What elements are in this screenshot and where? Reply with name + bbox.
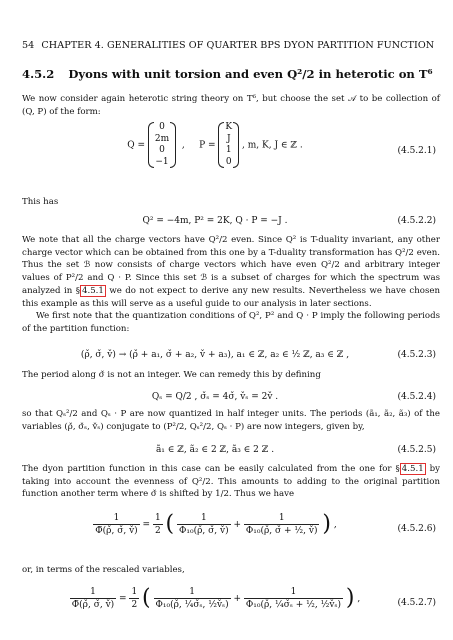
- q-entry: 2m: [154, 133, 170, 144]
- paragraph-quantization: [22, 310, 440, 335]
- equation-4-5-2-1: Q = 0 2m 0 −1 , P = K J 1 0 , m, K, J ∈ ℤ . (4.5.2.1): [127, 122, 436, 167]
- page-number: 54: [22, 40, 35, 51]
- section-title: Dyons with unit torsion and even Q²/2 in heterotic on T⁶: [68, 67, 433, 81]
- section-number: 4.5.2: [22, 67, 55, 81]
- p-entry: 1: [225, 145, 232, 155]
- equation-body: (ρ̌, σ̌, v̌) → (ρ̌ + a₁, σ̌ + a₂, v̌ + a₃), a₁ ∈ ℤ, a₂ ∈ ½ ℤ, a₃ ∈ ℤ ,: [80, 350, 350, 360]
- equation-number: (4.5.2.2): [397, 216, 436, 226]
- equation-number: (4.5.2.3): [397, 350, 436, 360]
- section-link[interactable]: 4.5.1: [401, 464, 424, 474]
- p-label: P =: [199, 140, 216, 151]
- equation-body: Q² = −4m, P² = 2K, Q · P = −J .: [142, 216, 288, 226]
- p-entry: J: [226, 133, 231, 144]
- this-has-text: This has: [22, 197, 59, 207]
- section-heading: [22, 67, 433, 81]
- text-run: We first note that the quantization conditions of Q², P² and Q · P imply the following periods of the partition function:: [22, 311, 440, 334]
- equation-number: (4.5.2.5): [397, 445, 436, 455]
- paragraph-partition: [22, 463, 440, 501]
- equation-body: Qₛ = Q/2 , σ̌ₛ = 4σ̌, v̌ₛ = 2v̌ .: [151, 392, 279, 402]
- half-fraction: $\frac{1}{2}$: [154, 513, 161, 536]
- chapter-title: CHAPTER 4. GENERALITIES OF QUARTER BPS DYON PARTITION FUNCTION: [41, 40, 435, 51]
- q-column-vector: [148, 122, 176, 168]
- half-fraction: $\frac{1}{2}$: [131, 587, 138, 610]
- term-1: $\frac{1}{\text{Φ₁₀(ρ̌, ¼σ̌ₛ, ½v̌ₛ)}}$: [155, 587, 229, 610]
- text-run: The dyon partition function in this case can be easily calculated from the one for §: [22, 464, 400, 474]
- section-link[interactable]: 4.5.1: [82, 285, 104, 296]
- running-header: [22, 40, 442, 51]
- equation-number: (4.5.2.4): [397, 392, 436, 402]
- paragraph-evenness: [22, 234, 440, 310]
- text-run: we do not expect to derive any new results. Nevertheless we have chosen this example as this will serve as a useful guide to our analysis in later sections.: [22, 285, 440, 309]
- paragraph-rescaled-variables: or, in terms of the rescaled variables,: [22, 565, 185, 575]
- p-column-vector: [218, 122, 239, 168]
- p-entry: 0: [225, 156, 232, 167]
- paragraph-rescaled: so that Qₛ²/2 and Qₛ · P are now quantized in half integer units. The periods (ã₁, ã₂, ã₃) of the variables (ρ̌, σ̌ₛ, v̌ₛ) conjugate to (P²/2, Qₛ²/2, Qₛ · P) are now integers, given by,: [22, 409, 440, 432]
- q-label: Q =: [127, 140, 146, 151]
- equation-number: (4.5.2.6): [397, 524, 436, 534]
- paragraph-intro: We now consider again heterotic string theory on T⁶, but choose the set 𝒜 to be collection of (Q, P) of the form:: [22, 94, 440, 117]
- q-entry: 0: [159, 122, 165, 132]
- lhs-fraction: $\frac{1}{\Phĩ(\rhǒ, \sigmǎ, v̌)}$: [71, 587, 115, 610]
- q-entry: −1: [155, 156, 169, 167]
- equation-4-5-2-6: $\frac{1}{\Phĩ(\rhǒ, \sigmǎ, v̌)}$ = $\frac{1}{2}$ ( $\frac{1}{\text{Φ₁₀(ρ̌, σ̌, v̌)}}$ + $\frac{1}{\text{Φ₁₀(ρ̌, σ̌ + ½, v̌)}}$ ) , (4.5.2.6): [95, 511, 436, 537]
- equation-number: (4.5.2.7): [397, 598, 436, 608]
- term-2: $\frac{1}{\text{Φ₁₀(ρ̌, σ̌ + ½, v̌)}}$: [245, 513, 318, 536]
- p-entry: K: [225, 122, 233, 132]
- equation-number: (4.5.2.1): [397, 146, 436, 156]
- term-2: $\frac{1}{\text{Φ₁₀(ρ̌, ¼σ̌ₛ + ½, ½v̌ₛ)}}$: [245, 587, 341, 610]
- equation-4-5-2-7: $\frac{1}{\Phĩ(\rhǒ, \sigmǎ, v̌)}$ = $\frac{1}{2}$ ( $\frac{1}{\text{Φ₁₀(ρ̌, ¼σ̌ₛ, ½v̌ₛ)}}$ + $\frac{1}{\text{Φ₁₀(ρ̌, ¼σ̌ₛ + ½, ½v̌ₛ)}}$ ) , (4.5.2.7): [71, 585, 436, 611]
- lhs-fraction: $\frac{1}{\Phĩ(\rhǒ, \sigmǎ, v̌)}$: [95, 513, 138, 536]
- paragraph-period: The period along σ̌ is not an integer. We can remedy this by defining: [22, 370, 321, 380]
- text-run: by taking into account the evenness of Q²/2. This amounts to adding to the original partition function another term where σ̌ is shifted by 1/2. Thus we have: [22, 464, 440, 500]
- equation-tail: , m, K, J ∈ ℤ .: [242, 140, 303, 151]
- term-1: $\frac{1}{\text{Φ₁₀(ρ̌, σ̌, v̌)}}$: [179, 513, 229, 536]
- text-run: We note that all the charge vectors have Q²/2 even. Since Q² is T-duality invariant, any other charge vector which can be obtained from this one by a T-duality transformation has Q²/2 even. Thus the set ℬ now consists of charge vectors which have even Q²/2 and arbitrary integer values of P²/2 and Q · P. Since this set ℬ is a subset of charges for which the spectrum was analyzed in §: [22, 235, 440, 296]
- q-entry: 0: [159, 145, 165, 155]
- equation-body: ã₁ ∈ ℤ, ã₂ ∈ 2 ℤ, ã₃ ∈ 2 ℤ .: [155, 445, 275, 455]
